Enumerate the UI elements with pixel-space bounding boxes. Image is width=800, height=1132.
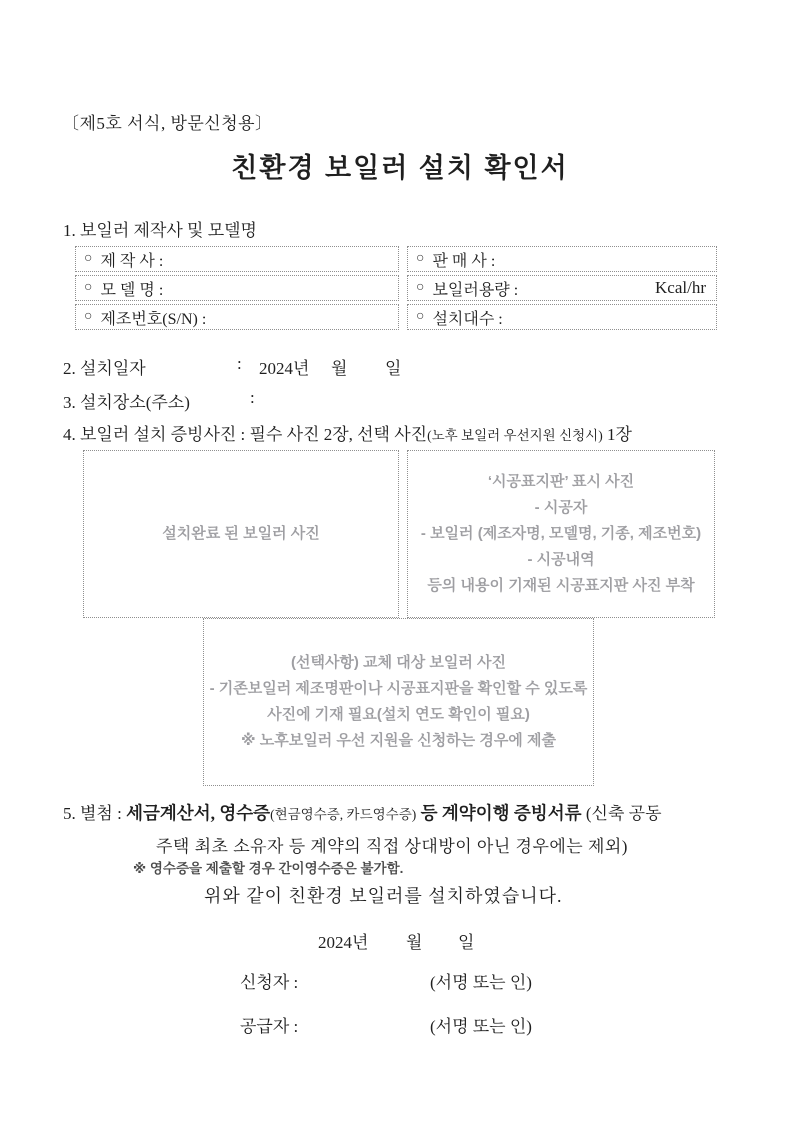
- section5-receipt-note: ※ 영수증을 제출할 경우 간이영수증은 불가함.: [133, 861, 404, 876]
- section3-install-location: [0, 388, 800, 410]
- section5-prefix: 5. 별첨 :: [63, 804, 127, 823]
- footer-year: 2024년: [318, 933, 369, 952]
- cell-install-count: [407, 304, 717, 330]
- section2-month: 월: [331, 359, 348, 378]
- photo-box-line: 사진에 기재 필요(설치 연도 확인이 필요): [267, 706, 530, 723]
- footer-month: 월: [406, 933, 423, 952]
- section2-day: 일: [385, 359, 402, 378]
- section3-label: 3. 설치장소(주소): [63, 393, 190, 412]
- photo-box-line: 등의 내용이 기재된 시공표지판 사진 부착: [427, 577, 695, 594]
- document-title: 친환경 보일러 설치 확인서: [231, 153, 569, 183]
- photo-box-line: - 기존보일러 제조명판이나 시공표지판을 확인할 수 있도록: [209, 680, 588, 697]
- applicant-signature-row: [0, 968, 800, 990]
- photo-box-old-boiler: [203, 618, 594, 786]
- applicant-sign-placeholder: (서명 또는 인): [430, 973, 532, 992]
- section5-attachments-line1: [63, 799, 662, 825]
- section4-suffix: 1장: [602, 425, 632, 444]
- cell-label: 모 델 명 :: [100, 281, 164, 299]
- cell-label: 설치대수 :: [432, 310, 503, 328]
- section5-tail: (신축 공동: [585, 804, 662, 823]
- boiler-info-table: [75, 246, 717, 330]
- cell-label: 제조번호(S/N) :: [100, 310, 207, 328]
- section3-colon: :: [250, 388, 255, 407]
- cell-label: 제 작 사 :: [100, 252, 164, 270]
- cell-label: 판 매 사 :: [432, 252, 496, 270]
- cell-seller: [407, 246, 717, 272]
- photo-box-line: - 시공내역: [527, 551, 595, 568]
- circle-bullet-icon: ○: [416, 280, 425, 295]
- photo-box-line: - 시공자: [534, 499, 588, 516]
- footer-day: 일: [458, 933, 475, 952]
- table-row: [75, 246, 717, 272]
- cell-serial-number: [75, 304, 399, 330]
- capacity-unit-label: Kcal/hr: [655, 278, 706, 297]
- confirmation-statement: 위와 같이 친환경 보일러를 설치하였습니다.: [204, 886, 563, 906]
- section4-small-note: (노후 보일러 우선지원 신청시): [427, 428, 603, 443]
- cell-label: 보일러용량 :: [432, 281, 519, 299]
- footer-date-line: [0, 928, 800, 950]
- section4-photo-heading: [63, 420, 632, 445]
- supplier-signature-row: [0, 1012, 800, 1034]
- photo-box-line: (선택사항) 교체 대상 보일러 사진: [290, 654, 507, 671]
- section5-bold-evidence: 등 계약이행 증빙서류: [416, 803, 586, 823]
- circle-bullet-icon: ○: [84, 280, 93, 295]
- section5-receipt-types: (현금영수증, 카드영수증): [270, 807, 417, 822]
- section5-attachments-line2: 주택 최초 소유자 등 계약의 직접 상대방이 아닌 경우에는 제외): [156, 837, 628, 856]
- circle-bullet-icon: ○: [84, 251, 93, 266]
- cell-model-name: [75, 275, 399, 301]
- circle-bullet-icon: ○: [416, 309, 425, 324]
- section5-bold-docs: 세금계산서, 영수증: [126, 803, 271, 823]
- form-number-label: 〔제5호 서식, 방문신청용〕: [62, 114, 273, 133]
- supplier-sign-placeholder: (서명 또는 인): [430, 1017, 532, 1036]
- section1-heading: 1. 보일러 제작사 및 모델명: [63, 221, 257, 240]
- photo-box-line: ※ 노후보일러 우선 지원을 신청하는 경우에 제출: [241, 732, 556, 749]
- cell-manufacturer: [75, 246, 399, 272]
- supplier-label: 공급자 :: [240, 1017, 299, 1036]
- cell-boiler-capacity: [407, 275, 717, 301]
- section2-colon: :: [237, 354, 242, 373]
- circle-bullet-icon: ○: [84, 309, 93, 324]
- table-row: [75, 304, 717, 330]
- photo-box-installed-boiler: [83, 450, 399, 618]
- table-row: [75, 275, 717, 301]
- photo-box-line: - 보일러 (제조자명, 모델명, 기종, 제조번호): [420, 525, 702, 542]
- section2-year: 2024년: [259, 359, 310, 378]
- applicant-label: 신청자 :: [240, 973, 299, 992]
- circle-bullet-icon: ○: [416, 251, 425, 266]
- section2-label: 2. 설치일자: [63, 359, 146, 378]
- section2-install-date: [0, 354, 800, 376]
- photo-box-line: ‘시공표지판’ 표시 사진: [487, 473, 635, 490]
- photo-box-line: 설치완료 된 보일러 사진: [162, 525, 320, 542]
- photo-box-signboard: [407, 450, 715, 618]
- section4-text: 4. 보일러 설치 증빙사진 : 필수 사진 2장, 선택 사진: [63, 425, 428, 444]
